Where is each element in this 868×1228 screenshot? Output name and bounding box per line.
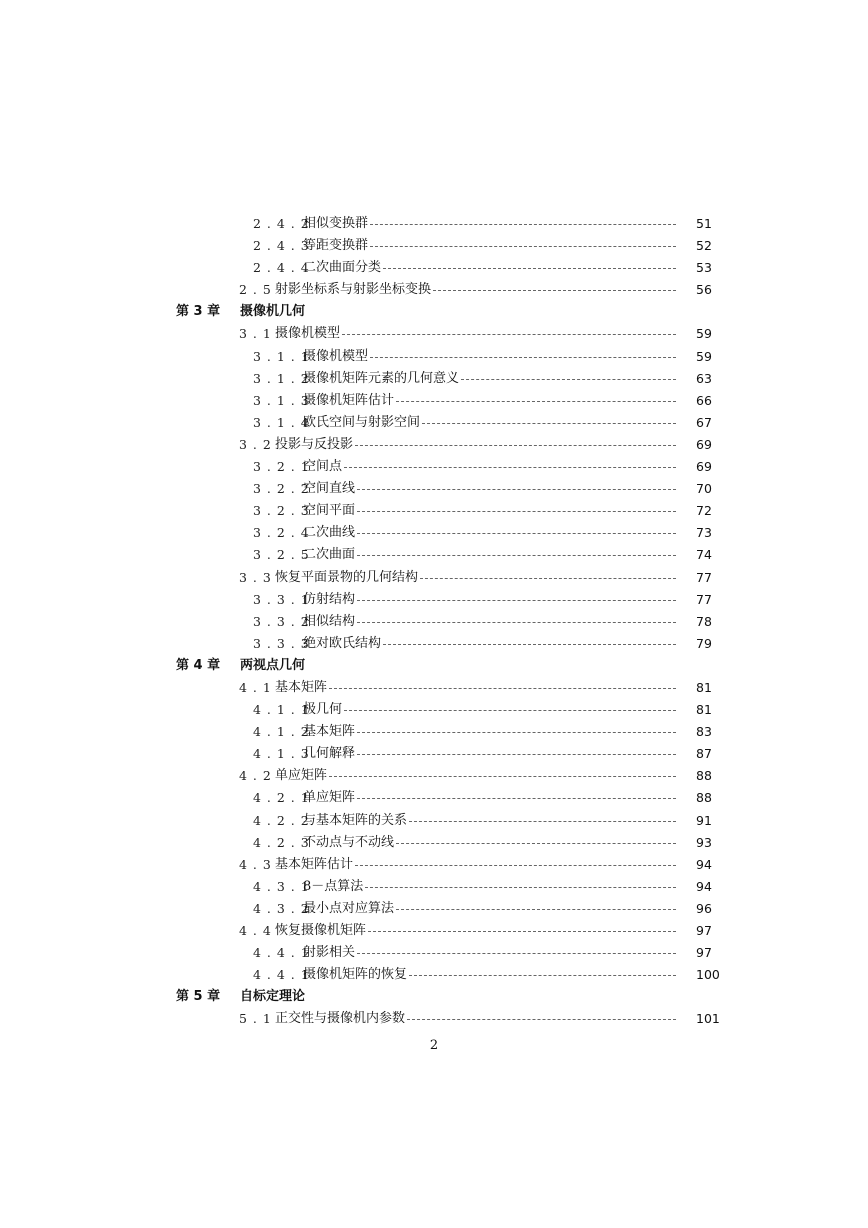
section-title: 空间直线 [303,481,356,497]
page-reference: 88 [696,790,712,806]
section-title: 投影与反投影 [275,436,354,452]
section-number: 4 . 1 . 3 [253,746,310,762]
section-number: 3 . 3 . 2 [253,613,310,629]
section-number: 3 . 2 . 2 [253,481,310,497]
table-of-contents [0,213,868,1030]
dot-leader [396,909,676,910]
toc-subsection [0,478,868,500]
dot-leader [409,975,676,976]
section-title: 8－点算法 [303,878,364,894]
dot-leader [461,379,676,380]
dot-leader [342,334,676,335]
page-reference: 51 [696,216,712,231]
toc-chapter-heading [0,986,868,1008]
dot-leader [409,821,676,822]
toc-subsection [0,743,868,765]
section-title: 恢复摄像机矩阵 [275,923,367,938]
toc-subsection [0,699,868,721]
page-reference: 56 [696,282,712,298]
section-number: 3 . 1 [239,326,272,342]
chapter-title: 摄像机几何 [240,304,306,320]
section-title: 二次曲面分类 [303,260,382,276]
section-title: 摄像机矩阵估计 [303,392,395,408]
dot-leader [357,754,676,755]
section-number: 2 . 4 . 2 [253,216,310,231]
section-title: 与基本矩阵的关系 [303,812,408,828]
chapter-title: 自标定理论 [240,989,306,1005]
toc-subsection [0,522,868,544]
section-number: 3 . 3 [239,569,272,585]
section-number: 4 . 1 [239,679,272,695]
page-reference: 69 [696,459,712,475]
page-reference: 53 [696,260,712,276]
page-reference: 81 [696,702,712,718]
dot-leader [370,224,676,225]
toc-subsection [0,412,868,434]
toc-section [0,434,868,456]
page-reference: 101 [696,1011,720,1027]
section-number: 4 . 4 [239,923,272,938]
section-title: 射影坐标系与射影坐标变换 [275,282,432,298]
toc-subsection [0,456,868,478]
toc-section [0,854,868,876]
section-number: 4 . 2 . 3 [253,834,310,850]
toc-subsection [0,390,868,412]
dot-leader [357,555,676,556]
dot-leader [407,1019,676,1020]
section-number: 2 . 4 . 3 [253,238,310,254]
section-number: 3 . 3 . 1 [253,591,310,607]
section-number: 3 . 2 . 5 [253,547,310,563]
toc-chapter-heading [0,655,868,677]
dot-leader [396,401,676,402]
dot-leader [368,931,676,932]
toc-chapter-heading [0,301,868,323]
toc-subsection [0,346,868,368]
section-title: 相似变换群 [303,216,369,231]
toc-subsection [0,810,868,832]
section-number: 4 . 4 . 1 [253,967,310,983]
section-title: 射影相关 [303,945,356,961]
page-reference: 63 [696,370,712,386]
section-title: 空间平面 [303,503,356,519]
page-reference: 77 [696,569,712,585]
toc-subsection [0,633,868,655]
toc-subsection [0,368,868,390]
section-title: 几何解释 [303,746,356,762]
dot-leader [396,843,676,844]
dot-leader [365,887,676,888]
section-title: 基本矩阵 [303,724,356,740]
section-number: 3 . 1 . 2 [253,370,310,386]
toc-section [0,920,868,942]
dot-leader [329,688,676,689]
section-number: 3 . 2 . 1 [253,459,310,475]
page-reference: 100 [696,967,720,983]
page-reference: 78 [696,613,712,629]
page-reference: 93 [696,834,712,850]
section-number: 3 . 3 . 3 [253,635,310,651]
page-reference: 79 [696,635,712,651]
dot-leader [355,445,676,446]
page-reference: 96 [696,900,712,916]
page-reference: 73 [696,525,712,541]
section-number: 3 . 2 . 3 [253,503,310,519]
section-title: 最小点对应算法 [303,900,395,916]
section-title: 正交性与摄像机内参数 [275,1011,406,1027]
toc-section [0,1008,868,1030]
page-reference: 69 [696,436,712,452]
toc-subsection [0,257,868,279]
dot-leader [383,268,676,269]
dot-leader [357,732,676,733]
page-reference: 97 [696,945,712,961]
toc-subsection [0,898,868,920]
section-title: 等距变换群 [303,238,369,254]
page-reference: 66 [696,392,712,408]
section-number: 3 . 1 . 1 [253,348,310,364]
section-number: 4 . 2 [239,768,272,784]
section-title: 二次曲线 [303,525,356,541]
section-number: 3 . 1 . 4 [253,414,310,430]
section-number: 4 . 4 . 1 [253,945,310,961]
section-title: 二次曲面 [303,547,356,563]
toc-subsection [0,721,868,743]
toc-subsection [0,832,868,854]
section-number: 3 . 1 . 3 [253,392,310,408]
section-number: 3 . 2 . 4 [253,525,310,541]
dot-leader [357,798,676,799]
toc-section [0,765,868,787]
dot-leader [370,246,676,247]
page-number: 2 [429,1038,439,1053]
page-reference: 94 [696,878,712,894]
section-title: 摄像机矩阵的恢复 [303,967,408,983]
page-reference: 77 [696,591,712,607]
dot-leader [357,511,676,512]
dot-leader [357,622,676,623]
section-title: 相似结构 [303,613,356,629]
page-reference: 72 [696,503,712,519]
dot-leader [357,600,676,601]
toc-section [0,567,868,589]
section-title: 单应矩阵 [303,790,356,806]
page-reference: 91 [696,812,712,828]
section-title: 基本矩阵估计 [275,856,354,872]
toc-subsection [0,589,868,611]
section-title: 单应矩阵 [275,768,328,784]
section-number: 5 . 1 [239,1011,272,1027]
toc-section [0,323,868,345]
section-title: 空间点 [303,459,343,475]
section-number: 4 . 3 . 2 [253,900,310,916]
page-reference: 74 [696,547,712,563]
chapter-number: 第 4 章 [176,657,221,673]
dot-leader [420,578,676,579]
section-number: 4 . 1 . 1 [253,702,310,718]
toc-section [0,279,868,301]
section-title: 绝对欧氏结构 [303,635,382,651]
toc-subsection [0,235,868,257]
page-reference: 81 [696,679,712,695]
chapter-title: 两视点几何 [240,657,306,673]
section-title: 不动点与不动线 [303,834,395,850]
dot-leader [383,644,676,645]
toc-subsection [0,611,868,633]
section-number: 3 . 2 [239,436,272,452]
dot-leader [355,865,676,866]
section-title: 欧氏空间与射影空间 [303,414,421,430]
section-number: 4 . 1 . 2 [253,724,310,740]
dot-leader [433,290,676,291]
toc-subsection [0,942,868,964]
section-title: 恢复平面景物的几何结构 [275,569,419,585]
toc-subsection [0,964,868,986]
section-title: 仿射结构 [303,591,356,607]
section-title: 摄像机矩阵元素的几何意义 [303,370,460,386]
section-title: 摄像机模型 [275,326,341,342]
page-reference: 87 [696,746,712,762]
dot-leader [329,776,676,777]
toc-subsection [0,544,868,566]
toc-subsection [0,787,868,809]
chapter-number: 第 5 章 [176,989,221,1005]
dot-leader [357,953,676,954]
section-title: 摄像机模型 [303,348,369,364]
toc-subsection [0,213,868,235]
page-reference: 59 [696,326,712,342]
page-reference: 88 [696,768,712,784]
page-reference: 67 [696,414,712,430]
section-number: 4 . 3 [239,856,272,872]
page-reference: 97 [696,923,712,938]
section-number: 4 . 2 . 2 [253,812,310,828]
dot-leader [357,533,676,534]
page-reference: 52 [696,238,712,254]
page-reference: 83 [696,724,712,740]
toc-subsection [0,876,868,898]
section-number: 4 . 2 . 1 [253,790,310,806]
dot-leader [344,467,676,468]
section-title: 极几何 [303,702,343,718]
section-number: 2 . 5 [239,282,272,298]
toc-section [0,677,868,699]
page-reference: 59 [696,348,712,364]
dot-leader [370,357,676,358]
dot-leader [344,710,676,711]
section-title: 基本矩阵 [275,679,328,695]
dot-leader [357,489,676,490]
toc-subsection [0,500,868,522]
chapter-number: 第 3 章 [176,304,221,320]
section-number: 2 . 4 . 4 [253,260,310,276]
dot-leader [422,423,676,424]
page-reference: 94 [696,856,712,872]
section-number: 4 . 3 . 1 [253,878,310,894]
page-reference: 70 [696,481,712,497]
